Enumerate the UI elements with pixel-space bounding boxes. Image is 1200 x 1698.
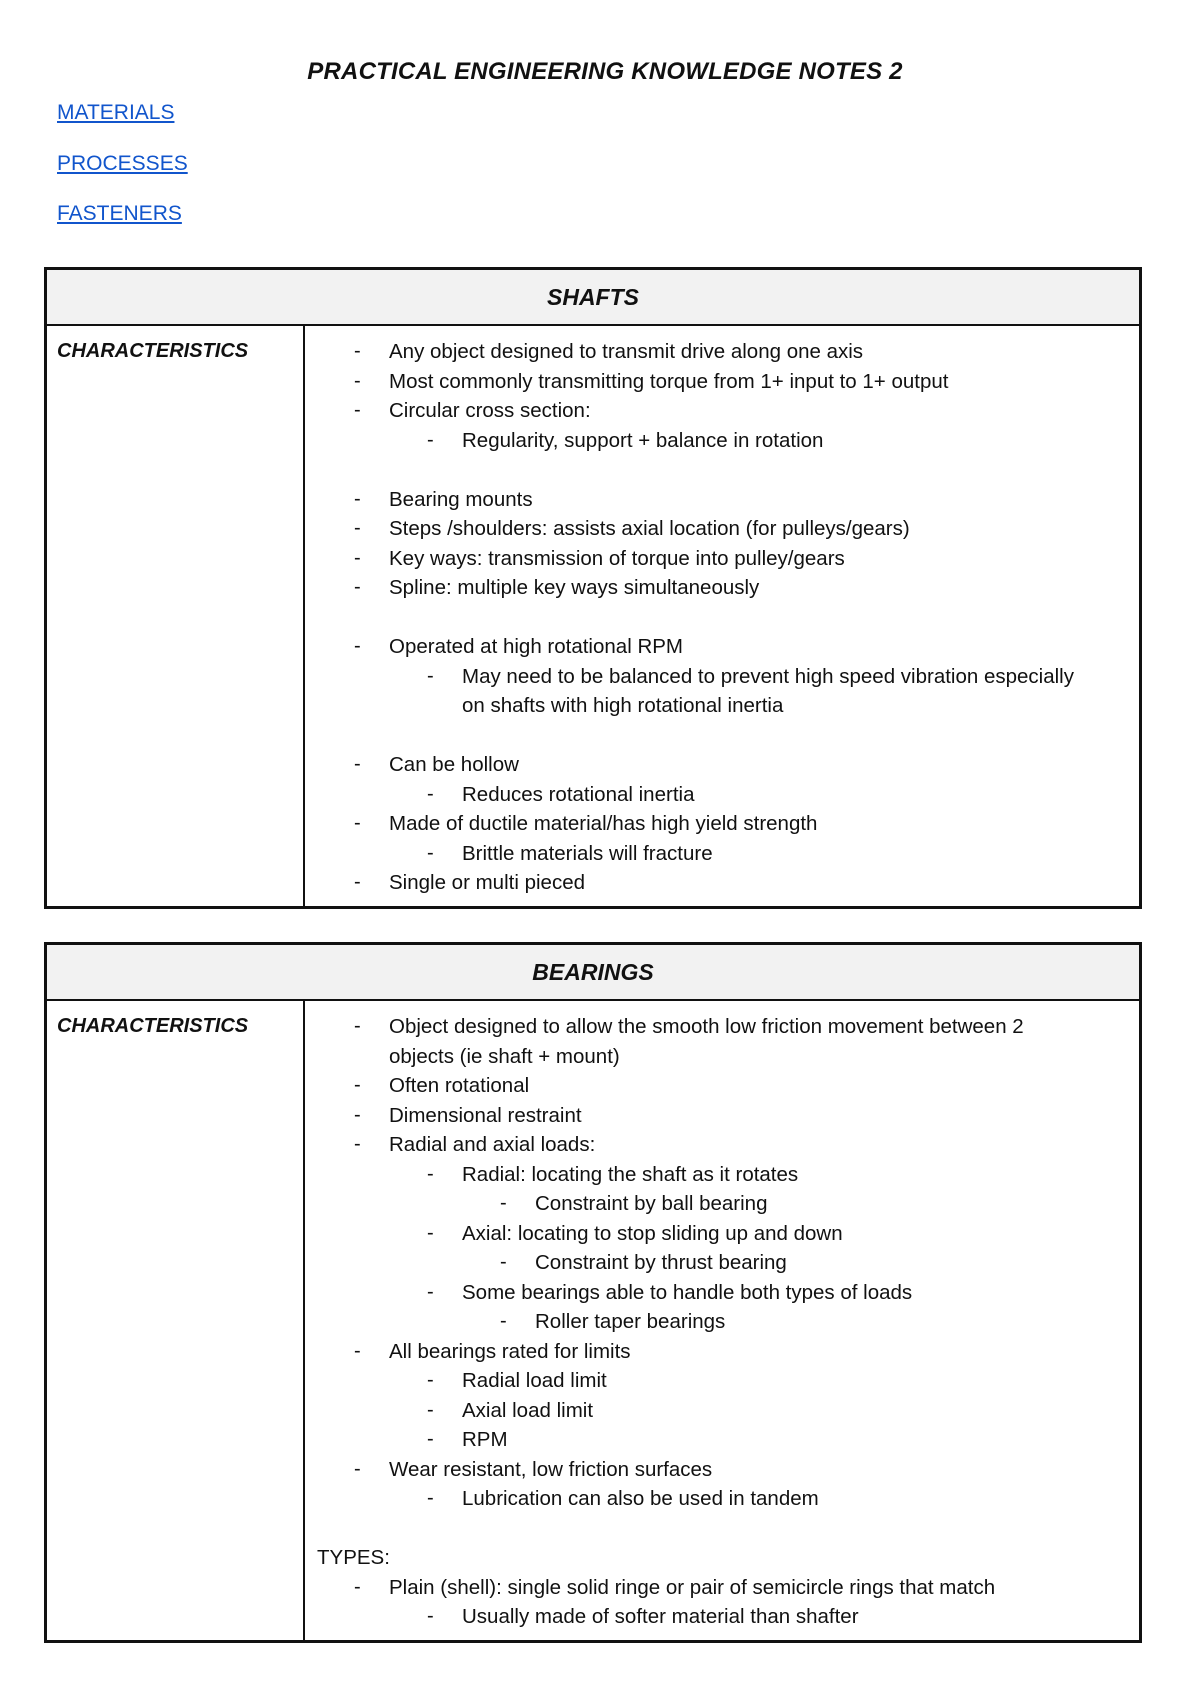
list-item: - Dimensional restraint bbox=[354, 1103, 582, 1127]
list-item: - RPM bbox=[427, 1428, 508, 1451]
list-item: - Roller taper bearings bbox=[500, 1310, 726, 1333]
list-item: - Radial: locating the shaft as it rotates bbox=[427, 1162, 799, 1186]
bearings-characteristics-label: CHARACTERISTICS bbox=[46, 1000, 305, 1641]
list-item: - Bearing mounts bbox=[354, 487, 533, 511]
bearings-table bbox=[44, 942, 1142, 1643]
list-item: - Brittle materials will fracture bbox=[427, 841, 713, 865]
list-item: - Reduces rotational inertia bbox=[427, 782, 695, 806]
list-item: - Constraint by ball bearing bbox=[500, 1192, 768, 1215]
list-item: - All bearings rated for limits bbox=[354, 1339, 631, 1363]
page-title: PRACTICAL ENGINEERING KNOWLEDGE NOTES 2 bbox=[307, 58, 903, 85]
list-item: - May need to be balanced to prevent high speed vibration especially on shafts with high rotational inertia bbox=[427, 664, 1074, 717]
types-label: TYPES: bbox=[317, 1546, 390, 1569]
shafts-table bbox=[44, 267, 1142, 909]
list-item: - Usually made of softer material than shafter bbox=[427, 1605, 859, 1628]
processes-link[interactable]: PROCESSES bbox=[57, 152, 188, 175]
list-item: - Often rotational bbox=[354, 1074, 530, 1097]
list-item: - Any object designed to transmit drive along one axis bbox=[354, 340, 864, 363]
list-item: - Radial load limit bbox=[427, 1369, 607, 1392]
bearings-characteristics-list bbox=[304, 1000, 1141, 1641]
shafts-heading: SHAFTS bbox=[46, 269, 1141, 326]
list-item: - Object designed to allow the smooth low friction movement between 2 objects (ie shaft + mount) bbox=[354, 1015, 1024, 1068]
list-item: - Key ways: transmission of torque into pulley/gears bbox=[354, 546, 845, 570]
list-item: - Steps /shoulders: assists axial location (for pulleys/gears) bbox=[354, 517, 910, 540]
materials-link[interactable]: MATERIALS bbox=[57, 101, 175, 124]
list-item: - Single or multi pieced bbox=[354, 871, 585, 894]
shafts-characteristics-label: CHARACTERISTICS bbox=[46, 325, 305, 907]
list-item: - Wear resistant, low friction surfaces bbox=[354, 1457, 713, 1481]
list-item: - Radial and axial loads: bbox=[354, 1133, 596, 1156]
list-item: - Circular cross section: bbox=[354, 399, 591, 422]
list-item: - Can be hollow bbox=[354, 753, 519, 776]
list-item: - Made of ductile material/has high yield strength bbox=[354, 812, 818, 835]
list-item: - Lubrication can also be used in tandem bbox=[427, 1487, 819, 1510]
list-item: - Operated at high rotational RPM bbox=[354, 635, 683, 658]
fasteners-link[interactable]: FASTENERS bbox=[57, 202, 182, 225]
list-item: - Some bearings able to handle both types of loads bbox=[427, 1280, 913, 1304]
list-item: - Axial load limit bbox=[427, 1398, 594, 1422]
list-item: - Regularity, support + balance in rotation bbox=[427, 428, 824, 452]
list-item: - Constraint by thrust bearing bbox=[500, 1251, 787, 1274]
list-item: - Most commonly transmitting torque from 1+ input to 1+ output bbox=[354, 369, 949, 393]
list-item: - Axial: locating to stop sliding up and down bbox=[427, 1221, 843, 1245]
shafts-characteristics-list bbox=[304, 325, 1141, 907]
bearings-heading: BEARINGS bbox=[46, 944, 1141, 1001]
list-item: - Spline: multiple key ways simultaneously bbox=[354, 576, 760, 599]
list-item: - Plain (shell): single solid ringe or pair of semicircle rings that match bbox=[354, 1575, 996, 1599]
